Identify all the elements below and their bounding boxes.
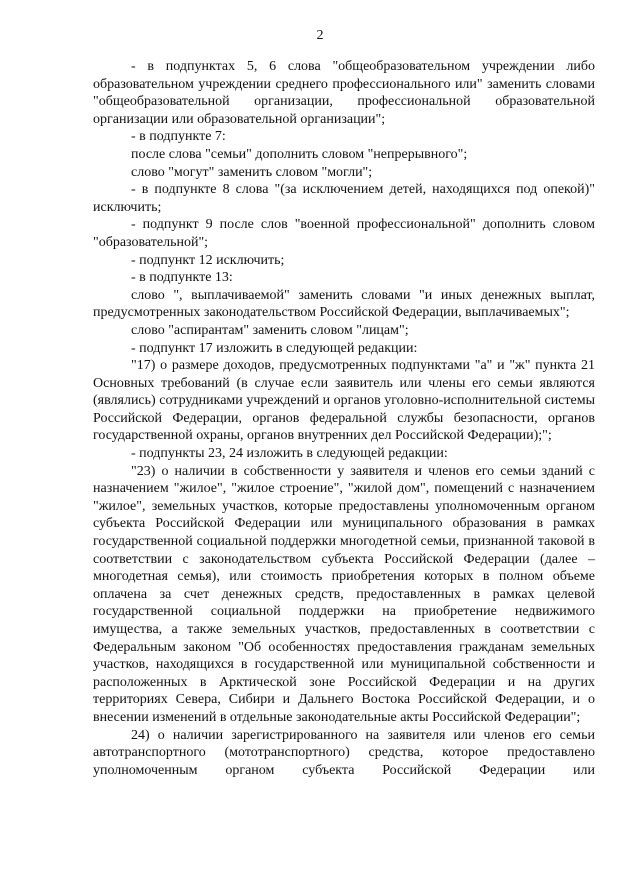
paragraph-subitems-23-24: - подпункты 23, 24 изложить в следующей редакции: (131, 446, 448, 462)
paragraph-replace-word: слово "могут" заменить словом "могли"; (131, 164, 373, 180)
paragraph-subitems-5-6: - в подпунктах 5, 6 слова "общеобразовательном учреждении либо образовательном учреждении среднего профессионального или" заменить словами "общеобразовательной организации, профессиональной образовательной организации или образовательной организации"; (93, 59, 595, 127)
paragraph-subitem-23-text: "23) о наличии в собственности у заявителя и членов его семьи зданий с назначением "жилое", "жилое строение", "жилой дом", помещений с назначением "жилое", земельных участков, которые предоставлены уполномоченным органом субъекта Российской Федерации или муниципального образования в рамках государственной социальной поддержки многодетной семьи, признанной таковой в соответствии с законодательством субъекта Российской Федерации (далее – многодетная семья), или стоимость приобретения которых в полном объеме оплачена за счет денежных средств, предоставленных в рамках целевой государственной социальной поддержки на приобретение недвижимого имущества, а также земельных участков, предоставленных в соответствии с Федеральным законом "Об особенностях предоставления гражданам земельных участков, находящихся в государственной или муниципальной собственности и расположенных в Арктической зоне Российской Федерации и на других территориях Севера, Сибири и Дальнего Востока Российской Федерации, и о внесении изменений в отдельные законодательные акты Российской Федерации"; (93, 463, 595, 725)
page-number: 2 (316, 28, 324, 43)
paragraph-add-word: после слова "семьи" дополнить словом "непрерывного"; (131, 146, 468, 162)
paragraph-subitem-17-text: "17) о размере доходов, предусмотренных подпунктами "а" и "ж" пункта 21 Основных требований (в случае если заявитель или члены его семьи являются (являлись) сотрудниками учреждений и органов уголовно-исполнительной системы Российской Федерации, органов федеральной службы безопасности, органов государственной охраны, органов внутренних дел Российской Федерации);"; (93, 358, 595, 444)
paragraph-replace-aspirants: слово "аспирантам" заменить словом "лицам"; (131, 322, 409, 338)
paragraph-subitem-13: - в подпункте 13: (131, 270, 233, 286)
paragraph-subitem-9: - подпункт 9 после слов "военной профессиональной" дополнить словом "образовательной"; (93, 217, 595, 250)
paragraph-subitem-7: - в подпункте 7: (131, 129, 226, 145)
paragraph-subitem-8: - в подпункте 8 слова "(за исключением детей, находящихся под опекой)" исключить; (93, 182, 595, 215)
paragraph-subitem-17: - подпункт 17 изложить в следующей редакции: (131, 340, 418, 356)
paragraph-subitem-12: - подпункт 12 исключить; (131, 252, 285, 268)
paragraph-replace-payments: слово ", выплачиваемой" заменить словами "и иных денежных выплат, предусмотренных законодательством Российской Федерации, выплачиваемых"; (93, 287, 595, 321)
paragraph-subitem-24-text: 24) о наличии зарегистрированного на заявителя или членов его семьи автотранспортного (мототранспортного) средства, которое предоставлено уполномоченным органом субъекта Российской Федерации или (93, 727, 595, 778)
document-body (93, 58, 595, 779)
